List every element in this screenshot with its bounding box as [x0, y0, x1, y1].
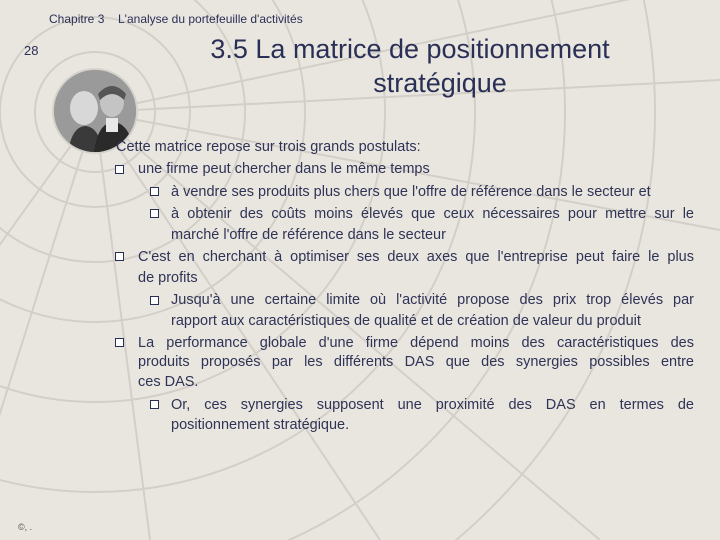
- bullet-3-line-1: La performance globale d'une firme dépend moins des caractéristiques des: [138, 335, 694, 351]
- chapter-label: Chapitre 3: [49, 12, 105, 26]
- bullet-square-icon: [150, 400, 159, 409]
- sub-bullet-3-1-line-2: positionnement stratégique.: [171, 417, 350, 433]
- bullet-square-icon: [115, 165, 124, 174]
- bullet-square-icon: [115, 338, 124, 347]
- sub-bullet-3-1-line-1: Or, ces synergies supposent une proximité des DAS en termes de: [171, 397, 694, 413]
- title-line-1: 3.5 La matrice de positionnement: [210, 34, 610, 64]
- sub-bullet-2-1-line-1: Jusqu'à une certaine limite où l'activité propose des prix trop élevés par: [171, 292, 694, 308]
- bullet-1-text: une firme peut chercher dans le même temps: [138, 161, 430, 177]
- bullet-3-line-2: produits proposés par les différents DAS que des synergies possibles entre: [138, 354, 694, 370]
- bullet-square-icon: [150, 209, 159, 218]
- sub-bullet-2-1-line-2: rapport aux caractéristiques de qualité et de création de valeur du produit: [171, 313, 641, 329]
- footer-copyright: ©, .: [18, 522, 33, 532]
- sub-bullet-1-2-line-1: à obtenir des coûts moins élevés que ceux nécessaires pour mettre sur le: [171, 206, 694, 222]
- sub-bullet-1-1-text: à vendre ses produits plus chers que l'offre de référence dans le secteur et: [171, 184, 651, 200]
- bullet-square-icon: [150, 296, 159, 305]
- sub-bullet-1-2-line-2: marché l'offre de référence dans le secteur: [171, 227, 446, 243]
- bullet-3-line-3: ces DAS.: [138, 374, 199, 390]
- bullet-square-icon: [115, 252, 124, 261]
- bullet-square-icon: [150, 187, 159, 196]
- intro-text: Cette matrice repose sur trois grands postulats:: [116, 139, 421, 155]
- bullet-2-line-1: C'est en cherchant à optimiser ses deux axes que l'entreprise peut faire le plus: [138, 249, 694, 265]
- page-number: 28: [24, 43, 39, 58]
- bullet-2-line-2: de profits: [138, 270, 198, 286]
- title-line-2: stratégique: [373, 68, 507, 98]
- chapter-subtitle: L'analyse du portefeuille d'activités: [118, 12, 303, 26]
